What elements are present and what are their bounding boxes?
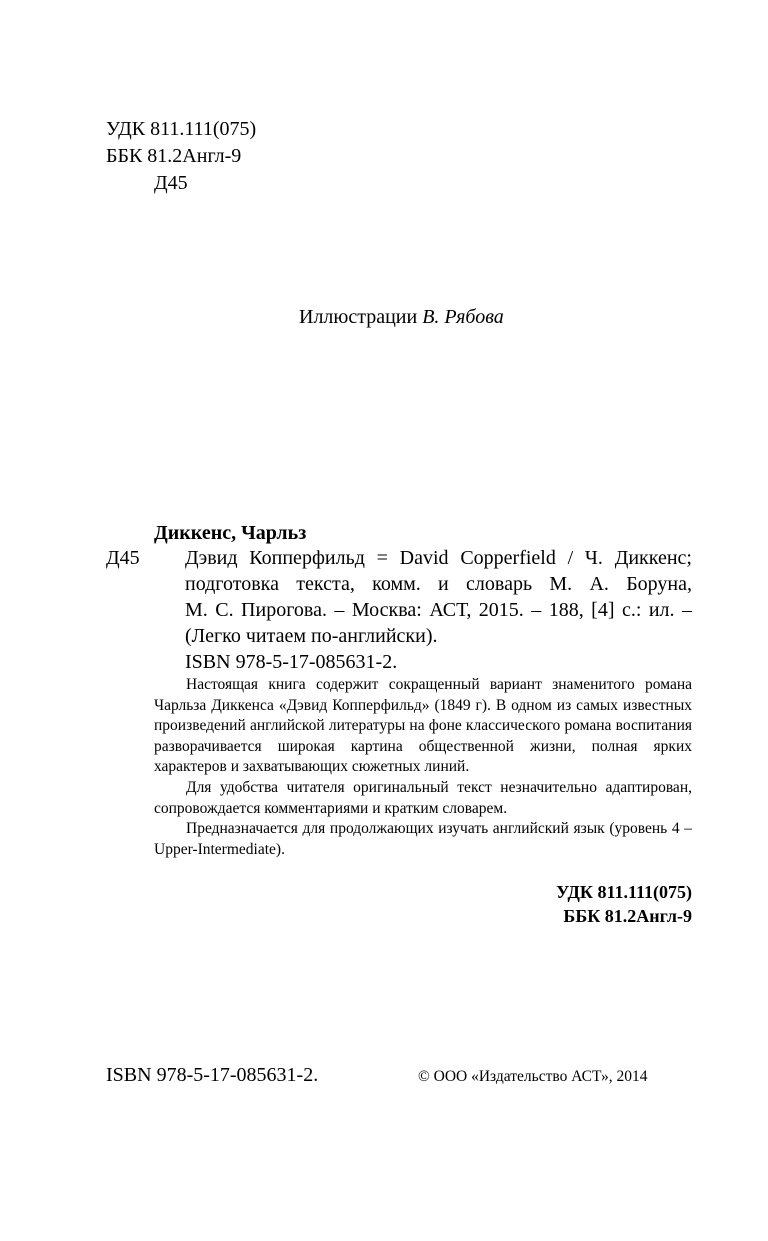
udk-code-bottom: УДК 811.111(075) [556,882,692,902]
annotation-paragraph-2: Для удобства читателя оригинальный текст незначительно адаптирован, сопровождается комментариями и кратким словарем. [154,778,692,817]
udk-code: УДК 811.111(075) [106,118,257,140]
record-line-1: Дэвид Копперфильд = David Copperfield / Ч. Диккенс; [185,547,692,569]
author-heading: Диккенс, Чарльз [154,522,307,544]
author-cutter-code: Д45 [154,172,188,194]
illustrator-name: В. Рябова [422,306,504,328]
illustrations-label: Иллюстрации [299,306,418,328]
bbk-code-bottom: ББК 81.2Англ-9 [563,906,692,926]
bbk-code: ББК 81.2Англ-9 [106,145,242,167]
footer-isbn: ISBN 978-5-17-085631-2. [106,1064,319,1086]
classification-codes-top [106,116,256,197]
annotation-paragraph-3: Предназначается для продолжающих изучать английский язык (уровень 4 – Upper-Intermediate). [154,820,692,858]
bibliographic-record [106,545,692,675]
record-line-3: М. С. Пирогова. – Москва: АСТ, 2015. – 188, [4] с.: ил. – [185,599,692,621]
record-cutter-code: Д45 [106,547,140,569]
annotation-paragraph-1: Настоящая книга содержит сокращенный вариант знаменитого романа Чарльза Диккенса «Дэвид Копперфильд» (1849 г). В одном из самых известных произведений английской литературы на фоне классического романа воспитания разворачивается широкая картина общественной жизни, полная ярких характеров и захватывающих сюжетных линий. [154,676,692,776]
record-isbn: ISBN 978-5-17-085631-2. [185,651,398,673]
copyright-notice: © ООО «Издательство АСТ», 2014 [418,1068,648,1085]
record-line-4: (Легко читаем по-английски). [185,625,438,647]
annotation [154,675,692,860]
illustrations-credit [299,304,504,331]
record-line-2: подготовка текста, комм. и словарь М. А. Боруна, [185,573,692,595]
classification-codes-bottom [556,880,692,928]
